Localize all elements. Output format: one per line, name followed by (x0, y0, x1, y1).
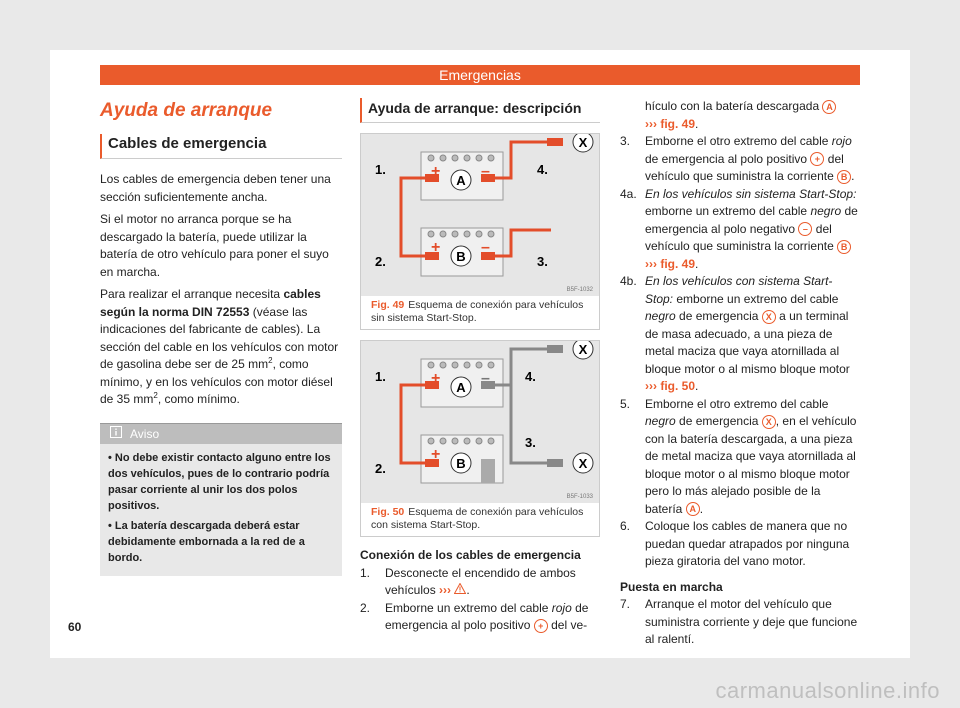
startup-heading: Puesta en marcha (620, 579, 723, 594)
notice-title: Aviso (130, 426, 160, 441)
step-condition: En los vehículos con sistema Start-Stop: (645, 274, 833, 306)
step-text: del vehículo que suministra la corriente (645, 221, 838, 253)
left-column (100, 98, 342, 576)
clamp-x (547, 138, 563, 146)
figure-code: B5F-1032 (566, 287, 593, 293)
step-number: 2. (360, 600, 371, 615)
p3-sup-1: 2 (268, 356, 273, 365)
step-2-label: 2. (375, 461, 386, 476)
step-text: a un terminal de masa adecuado, a una pieza de metal maciza que vaya atornillada al bloque motor o al mismo bloque motor (645, 309, 850, 376)
figure-50-diagram (361, 341, 599, 503)
warning-icon (454, 583, 466, 597)
step-text: de emergencia (675, 414, 762, 428)
p3-text-d: , como mínimo, y en los vehículos con motor diésel de 35 mm (100, 357, 333, 406)
intro-text (100, 171, 342, 409)
step-text: hículo con la batería descargada (645, 99, 823, 113)
step-text: de emergencia (675, 309, 762, 323)
step-number: 4a. (620, 186, 637, 201)
cable-color: negro (645, 309, 676, 323)
minus-icon: – (798, 222, 812, 236)
figure-49-diagram (361, 134, 599, 296)
notice-body (100, 444, 342, 576)
notice-item-2: • La batería descargada deberá estar debidamente embornada a la red de a bordo. (108, 519, 305, 564)
plus-symbol: + (431, 370, 441, 387)
step-5: 5. Emborne el otro extremo del cable negro de emergencia X , en el vehículo con la batería descargada, a una pieza de metal maciza que vaya atornillada al bloque motor o al mismo bloque motor pero lo más alejado posible de la batería A . (620, 396, 857, 516)
step-4b: 4b. En los vehículos con sistema Start-Stop: emborne un extremo del cable negro de emergencia X a un terminal de masa adecuado, a una pieza de metal maciza que vaya atornillada al bloque motor o al mismo bloque motor ››› fig. 50. (620, 274, 850, 393)
watermark: carmanualsonline.info (715, 678, 940, 703)
cable-color: negro (645, 414, 676, 428)
x-icon: X (762, 310, 776, 324)
cable-color: rojo (831, 134, 852, 148)
label-a: A (456, 380, 466, 395)
paragraph-1: Los cables de emergencia deben tener una sección suficientemente ancha. (100, 172, 331, 204)
caption-text: Esquema de conexión para vehículos sin sistema Start-Stop. (371, 299, 584, 324)
step-text: de emergencia al polo negativo (645, 204, 858, 236)
step-text: Emborne un extremo del cable (385, 600, 552, 615)
label-x: X (578, 135, 588, 150)
minus-symbol: – (481, 163, 490, 180)
figure-number: Fig. 50 (371, 506, 405, 518)
step-2-continued: hículo con la batería descargada A ››› fig. 49. (620, 98, 860, 133)
b-icon: B (837, 170, 851, 184)
step-3: 3. Emborne el otro extremo del cable rojo de emergencia al polo positivo + del vehículo que suministra la corriente B . (620, 134, 855, 183)
connection-heading: Conexión de los cables de emergencia (360, 548, 581, 562)
x-icon: X (762, 415, 776, 429)
reference-link[interactable]: ››› fig. 49 (645, 256, 695, 271)
step-4a: 4a. En los vehículos sin sistema Start-Stop: emborne un extremo del cable negro de emergencia al polo negativo – del vehículo que suministra la corriente B ››› fig. 49. (620, 186, 858, 271)
steps-list-start (360, 565, 600, 635)
label-x: X (578, 456, 588, 471)
b-icon: B (837, 240, 851, 254)
step-text: Coloque los cables de manera que no puedan quedar atrapados por ninguna pieza giratoria del vano motor. (645, 519, 850, 568)
figure-50-caption (361, 503, 599, 536)
subtitle: Cables de emergencia (108, 135, 267, 152)
p3-norm: cables según la norma DIN 72553 (100, 287, 321, 319)
step-number: 5. (620, 396, 631, 411)
label-x: X (578, 342, 588, 357)
paragraph-2: Si el motor no arranca porque se ha descargado la batería, puede utilizar la batería de otro vehículo para poner el suyo en marcha. (100, 212, 329, 279)
paragraph-3 (100, 286, 342, 409)
figure-49 (360, 133, 600, 330)
plus-icon: + (534, 619, 548, 633)
step-number: 3. (620, 134, 631, 148)
figure-49-caption (361, 296, 599, 329)
page-title: Ayuda de arranque (100, 100, 273, 121)
p3-text-e: , como mínimo. (157, 392, 240, 406)
label-b: B (456, 249, 466, 264)
cable-color: rojo (551, 600, 572, 615)
step-3-label: 3. (537, 254, 548, 269)
a-icon: A (822, 100, 836, 114)
plus-symbol: + (431, 163, 441, 180)
notice-item-1: • No debe existir contacto alguno entre los dos vehículos, pues de lo contrario podría pasar corriente al unir los dos polos positivos. (108, 451, 331, 512)
step-text: de emergencia al polo positivo (645, 151, 811, 166)
info-icon (110, 424, 122, 444)
step-text: de emergencia al polo positivo (385, 600, 589, 632)
middle-column (360, 98, 600, 635)
step-2-label: 2. (375, 254, 386, 269)
plus-symbol: + (431, 446, 441, 463)
minus-symbol: – (481, 239, 490, 256)
step-number: 7. (620, 597, 631, 611)
figure-code: B5F-1033 (566, 494, 593, 500)
label-a: A (456, 173, 466, 188)
step-text: , en el vehículo con la batería descargada, a una pieza de metal maciza que vaya atornillada al bloque motor o al mismo bloque motor pero lo más alejado posible de la batería (645, 414, 857, 516)
step-text: del ve- (547, 618, 588, 632)
step-text: emborne un extremo del cable (673, 291, 839, 306)
subtitle-block (100, 134, 342, 159)
section-header: Emergencias (100, 65, 860, 85)
p3-sup-2: 2 (153, 391, 158, 400)
label-b: B (456, 456, 466, 471)
step-number: 1. (360, 565, 371, 580)
step-7 (620, 596, 860, 649)
reference-link[interactable]: ››› (439, 583, 452, 597)
steps-list-startup (620, 596, 860, 649)
section-title: Ayuda de arranque: descripción (368, 100, 582, 116)
figure-number: Fig. 49 (371, 299, 405, 311)
step-number: 6. (620, 519, 631, 533)
minus-symbol: – (481, 370, 490, 387)
reference-link[interactable]: ››› fig. 50 (645, 379, 695, 393)
step-4-label: 4. (525, 369, 536, 384)
step-6 (620, 518, 860, 571)
step-3-label: 3. (525, 435, 536, 450)
section-title-block (360, 98, 600, 123)
step-text: Desconecte el encendido de ambos vehículos (385, 565, 576, 597)
step-1-label: 1. (375, 369, 386, 384)
step-text: del vehículo que suministra la corriente (645, 151, 844, 183)
steps-list-cont (620, 98, 860, 571)
step-1: 1. Desconecte el encendido de ambos vehículos ››› . (360, 565, 576, 597)
plus-symbol: + (431, 239, 441, 256)
plus-icon: + (810, 152, 824, 166)
step-number: 4b. (620, 274, 637, 288)
step-2 (360, 600, 600, 635)
page-number: 60 (68, 620, 82, 634)
step-text: Emborne el otro extremo del cable (645, 134, 832, 148)
step-text: Arranque el motor del vehículo que suministra corriente y deje que funcione al ralentí. (645, 597, 858, 646)
notice-box (100, 423, 342, 576)
step-4-label: 4. (537, 162, 548, 177)
caption-text: Esquema de conexión para vehículos con sistema Start-Stop. (371, 506, 584, 531)
a-icon: A (686, 502, 700, 516)
step-1-label: 1. (375, 162, 386, 177)
step-condition: En los vehículos sin sistema Start-Stop: (645, 186, 857, 201)
notice-header (100, 424, 342, 444)
step-text: Emborne el otro extremo del cable (645, 396, 829, 411)
cable-color: negro (810, 204, 842, 218)
reference-link[interactable]: ››› fig. 49 (645, 116, 695, 131)
right-column (620, 98, 860, 649)
p3-text-a: Para realizar el arranque necesita (100, 287, 284, 301)
p3-text-c: (véase las indicaciones del fabricante de cables). La sección del cable en los vehículos con motor de gasolina debe ser de 25 mm (100, 304, 339, 371)
figure-50 (360, 340, 600, 537)
step-text: emborne un extremo del cable (645, 204, 811, 218)
